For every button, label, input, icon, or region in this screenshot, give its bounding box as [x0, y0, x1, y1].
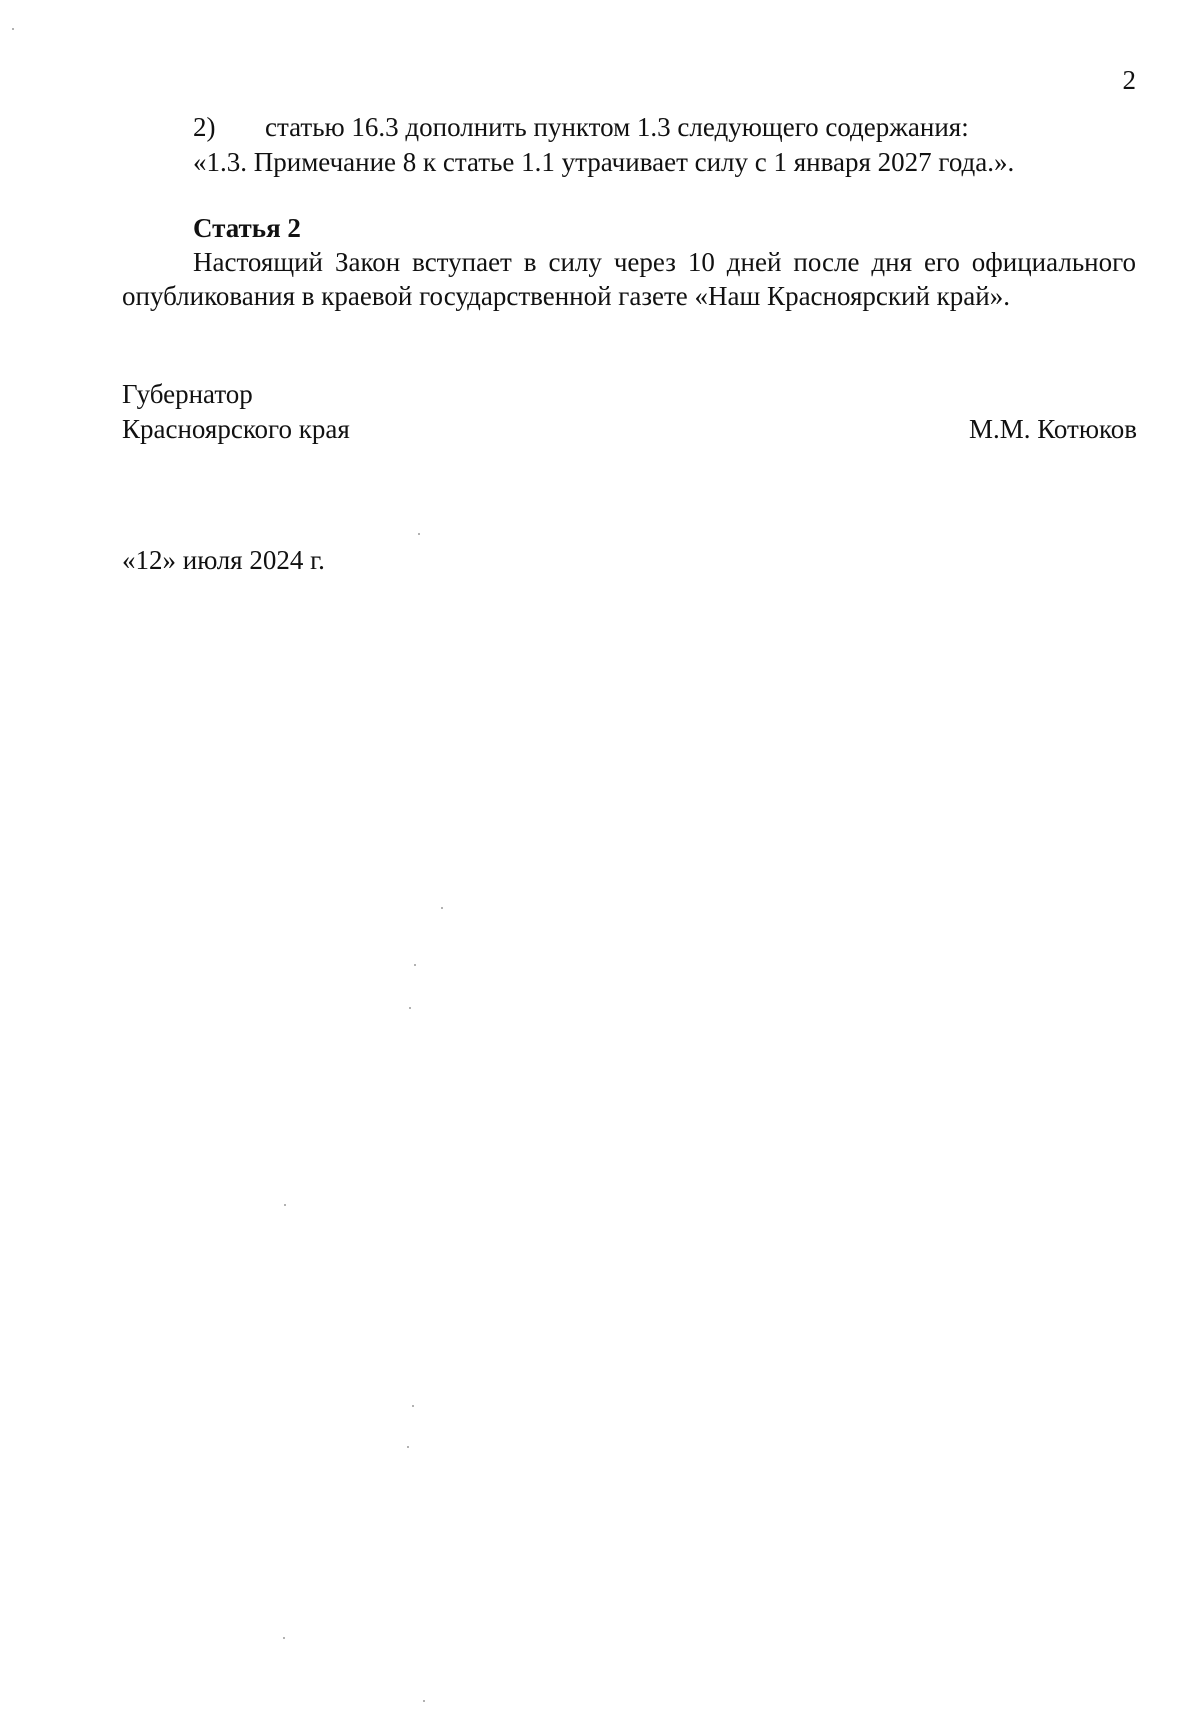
page-number: 2 — [1122, 65, 1136, 95]
scan-speck — [412, 1405, 414, 1407]
signatory-name: М.М. Котюков — [968, 414, 1137, 444]
amendment-quote: «1.3. Примечание 8 к статье 1.1 утрачивает силу с 1 января 2027 года.». — [193, 147, 1015, 177]
scan-speck — [418, 533, 420, 535]
article-body: Настоящий Закон вступает в силу через 10 дней после дня его официального опубликования в краевой государственной газете «Наш Красноярский край». — [122, 247, 1136, 311]
scan-speck — [12, 28, 14, 30]
list-item-number: 2) — [193, 112, 216, 142]
scan-speck — [284, 1204, 286, 1206]
scan-speck — [423, 1700, 425, 1702]
scan-speck — [409, 1007, 411, 1009]
scan-speck — [283, 1637, 285, 1639]
signatory-title — [122, 377, 502, 447]
signatory-title-line-1: Губернатор — [122, 379, 253, 409]
article-heading: Статья 2 — [193, 213, 301, 243]
scan-speck — [414, 964, 416, 966]
signing-date: «12» июля 2024 г. — [122, 545, 325, 575]
scan-speck — [441, 907, 443, 909]
scan-speck — [407, 1446, 409, 1448]
signatory-title-line-2: Красноярского края — [122, 414, 350, 444]
list-item-text: статью 16.3 дополнить пунктом 1.3 следующего содержания: — [265, 112, 969, 142]
